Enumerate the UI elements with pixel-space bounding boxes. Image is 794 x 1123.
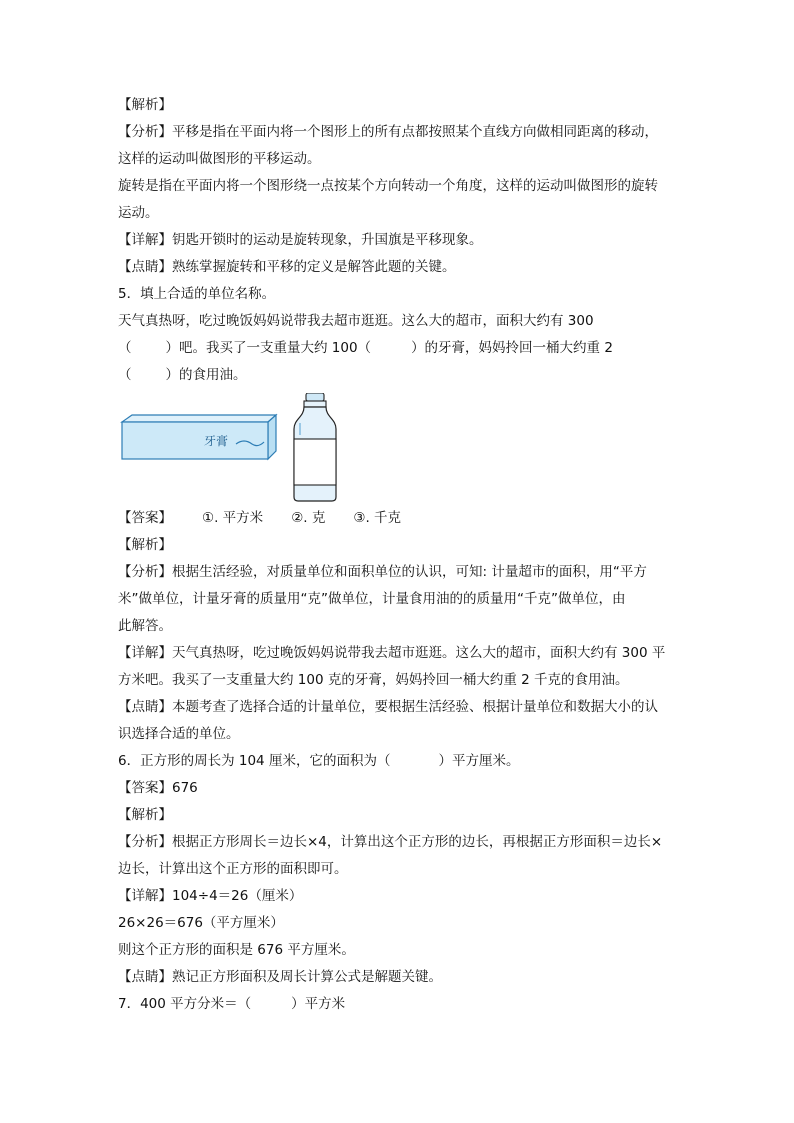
q5-answer: [118, 505, 678, 532]
q5-fenxi-line2: 米”做单位，计量牙膏的质量用“克”做单位，计量食用油的的质量用“千克”做单位，由: [118, 591, 626, 607]
toothpaste-label: 牙膏: [204, 434, 229, 448]
q5-text-line1: 天气真热呀，吃过晚饭妈妈说带我去超市逛逛。这么大的超市，面积大约有 300: [118, 313, 594, 329]
q4-jiexi: 【解析】: [118, 97, 172, 113]
q5-answer-tag: 【答案】: [118, 510, 172, 526]
q4-fenxi-line3: 旋转是指在平面内将一个图形绕一点按某个方向转动一个角度，这样的运动叫做图形的旋转: [118, 178, 658, 194]
q5-fenxi-line1: 【分析】根据生活经验，对质量单位和面积单位的认识，可知: 计量超市的面积，用“平方: [118, 564, 647, 580]
q5-figure: [118, 393, 678, 505]
q5-answer-1: ①. 平方米: [202, 510, 264, 526]
q5-title: 5．填上合适的单位名称。: [118, 286, 276, 302]
q6-fenxi-line2: 边长，计算出这个正方形的面积即可。: [118, 861, 348, 877]
q7-title-end: ）平方米: [291, 996, 346, 1012]
q5-text-line2-end: ）的牙膏，妈妈拎回一桶大约重 2: [411, 340, 613, 356]
q5-answer-2: ②. 克: [291, 510, 326, 526]
q5-illustration: [118, 393, 348, 505]
q6-title: [118, 748, 678, 775]
q6-answer: 【答案】676: [118, 780, 198, 796]
q5-xiangjie-line1: 【详解】天气真热呀，吃过晚饭妈妈说带我去超市逛逛。这么大的超市，面积大约有 300 平: [118, 645, 666, 661]
toothpaste-box-image: [122, 415, 276, 459]
q5-blank1-open: （: [118, 340, 132, 356]
q5-fenxi-line3: 此解答。: [118, 618, 172, 634]
q5-dianjing-line2: 识选择合适的单位。: [118, 726, 240, 742]
document-page: [118, 92, 678, 1018]
q5-dianjing-line1: 【点睛】本题考查了选择合适的计量单位，要根据生活经验、根据计量单位和数据大小的认: [118, 699, 658, 715]
q5-blank3-open: （: [118, 367, 132, 383]
q5-xiangjie-line2: 方米吧。我买了一支重量大约 100 克的牙膏，妈妈拎回一桶大约重 2 千克的食用油。: [118, 672, 629, 688]
oil-bottle-image: [294, 393, 336, 501]
q4-xiangjie: 【详解】钥匙开锁时的运动是旋转现象，升国旗是平移现象。: [118, 232, 483, 248]
q4-fenxi-line4: 运动。: [118, 205, 159, 221]
q7-title: [118, 991, 678, 1018]
q6-xiangjie-line1: 【详解】104÷4＝26（厘米）: [118, 888, 303, 904]
q4-fenxi-line2: 这样的运动叫做图形的平移运动。: [118, 151, 321, 167]
q6-xiangjie-line2: 26×26＝676（平方厘米）: [118, 915, 284, 931]
q5-answer-3: ③. 千克: [353, 510, 402, 526]
q6-title-start: 6．正方形的周长为 104 厘米，它的面积为（: [118, 753, 391, 769]
q6-title-end: ）平方厘米。: [438, 753, 520, 769]
q6-jiexi: 【解析】: [118, 807, 172, 823]
q5-text-line3: [118, 362, 678, 389]
q7-title-start: 7．400 平方分米＝（: [118, 996, 252, 1012]
q6-dianjing: 【点睛】熟记正方形面积及周长计算公式是解题关键。: [118, 969, 442, 985]
q6-xiangjie-line3: 则这个正方形的面积是 676 平方厘米。: [118, 942, 355, 958]
q4-fenxi-line1: 【分析】平移是指在平面内将一个图形上的所有点都按照某个直线方向做相同距离的移动，: [118, 124, 658, 140]
q4-dianjing: 【点睛】熟练掌握旋转和平移的定义是解答此题的关键。: [118, 259, 456, 275]
q5-text-line2-mid: ）吧。我买了一支重量大约 100（: [165, 340, 372, 356]
q5-jiexi: 【解析】: [118, 537, 172, 553]
q5-text-line2: [118, 335, 678, 362]
q5-text-line3-end: ）的食用油。: [165, 367, 247, 383]
q6-fenxi-line1: 【分析】根据正方形周长＝边长×4，计算出这个正方形的边长，再根据正方形面积＝边长×: [118, 834, 663, 850]
